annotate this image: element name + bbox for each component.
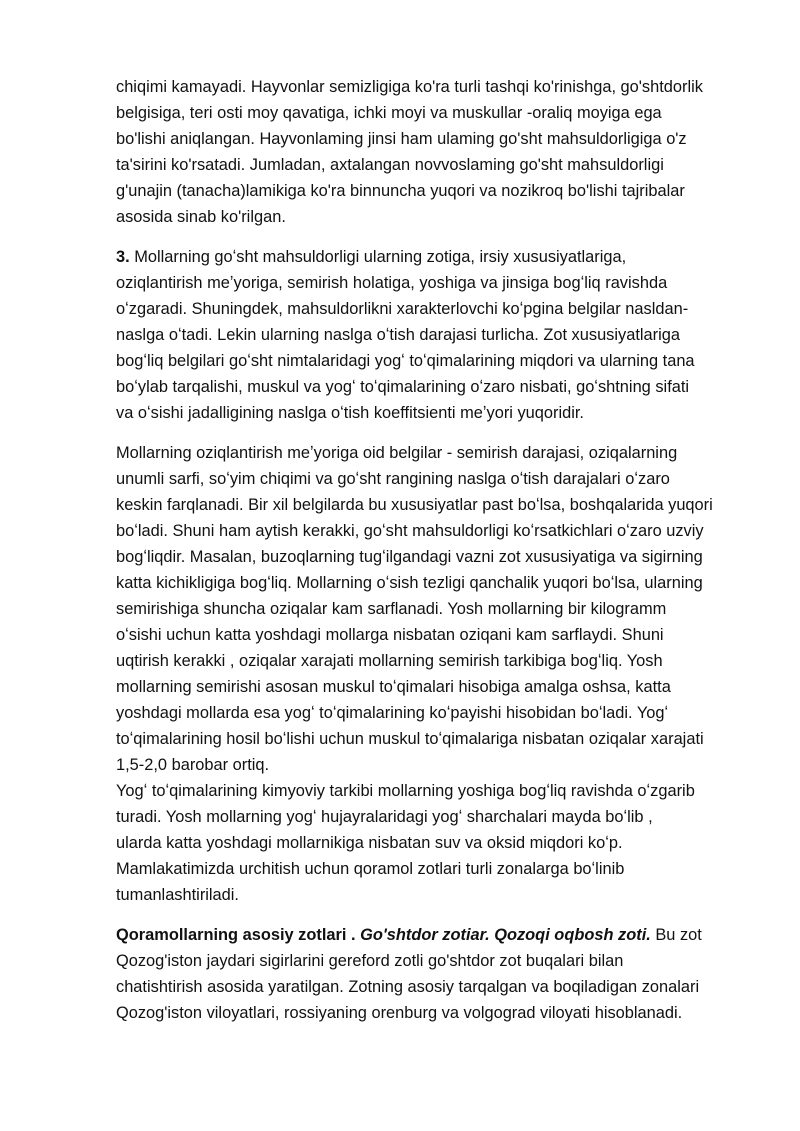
text-line: ta'sirini ko'rsatadi. Jumladan, axtalangan novvoslaming go'sht mahsuldorligi <box>116 156 664 174</box>
text-segment: Bu zot <box>650 926 702 944</box>
text-line <box>116 244 736 270</box>
text-line: asosida sinab ko'rilgan. <box>116 208 286 226</box>
section-heading: Qoramollarning asosiy zotlari . <box>116 926 356 944</box>
text-line: Mamlakatimizda urchitish uchun qoramol zotlari turli zonalarga boʻlinib <box>116 860 625 878</box>
text-line: ularda katta yoshdagi mollarnikiga nisbatan suv va oksid miqdori koʻp. <box>116 834 623 852</box>
section-number: 3. <box>116 248 130 266</box>
text-line: bogʻliqdir. Masalan, buzoqlarning tugʻilgandagi vazni zot xususiyatiga va sigirning <box>116 548 703 566</box>
text-line: semirishiga shuncha oziqalar kam sarflanadi. Yosh mollarning bir kilogramm <box>116 600 667 618</box>
text-line: turadi. Yosh mollarning yogʻ hujayralaridagi yogʻ sharchalari mayda boʻlib , <box>116 808 653 826</box>
text-line: katta kichikligiga bogʻliq. Mollarning oʻsish tezligi qanchalik yuqori boʻlsa, ularning <box>116 574 703 592</box>
breed-heading: Go'shtdor zotiar. Qozoqi oqbosh zoti. <box>355 926 651 944</box>
paragraph-4 <box>116 778 736 908</box>
text-line: g'unajin (tanacha)lamikiga ko'ra binnuncha yuqori va nozikroq bo'lishi tajribalar <box>116 182 685 200</box>
text-line: chiqimi kamayadi. Hayvonlar semizligiga ko'ra turli tashqi ko'rinishga, go'shtdorlik <box>116 78 703 96</box>
text-line: oʻzgaradi. Shuningdek, mahsuldorlikni xarakterlovchi koʻpgina belgilar nasldan- <box>116 300 689 318</box>
text-line: naslga oʻtadi. Lekin ularning naslga oʻtish darajasi turlicha. Zot xususiyatlariga <box>116 326 680 344</box>
text-line: Qozog'iston jaydari sigirlarini gereford zotli go'shtdor zot buqalari bilan <box>116 952 624 970</box>
text-line: Qozog'iston viloyatlari, rossiyaning orenburg va volgograd viloyati hisoblanadi. <box>116 1004 683 1022</box>
text-line: boʻylab tarqalishi, muskul va yogʻ toʻqimalarining oʻzaro nisbati, goʻshtning sifati <box>116 378 690 396</box>
paragraph-3 <box>116 440 736 778</box>
text-line: toʻqimalarining hosil boʻlishi uchun muskul toʻqimalariga nisbatan oziqalar xarajati <box>116 730 704 748</box>
text-line: chatishtirish asosida yaratilgan. Zotning asosiy tarqalgan va boqiladigan zonalari <box>116 978 700 996</box>
text-line: Yogʻ toʻqimalarining kimyoviy tarkibi mollarning yoshiga bogʻliq ravishda oʻzgarib <box>116 782 695 800</box>
text-line: keskin farqlanadi. Bir xil belgilarda bu xususiyatlar past boʻlsa, boshqalarida yuqori <box>116 496 713 514</box>
text-line: oʻsishi uchun katta yoshdagi mollarga nisbatan oziqani kam sarflaydi. Shuni <box>116 626 664 644</box>
paragraph-5 <box>116 922 736 1026</box>
paragraph-1 <box>116 74 736 230</box>
text-line: boʻladi. Shuni ham aytish kerakki, goʻsht mahsuldorligi koʻrsatkichlari oʻzaro uzviy <box>116 522 704 540</box>
text-line: Mollarning oziqlantirish meʼyoriga oid belgilar - semirish darajasi, oziqalarning <box>116 444 678 462</box>
text-line: tumanlashtiriladi. <box>116 886 239 904</box>
document-body <box>116 74 736 1040</box>
text-line: mollarning semirishi asosan muskul toʻqimalari hisobiga amalga oshsa, katta <box>116 678 671 696</box>
paragraph-2 <box>116 244 736 426</box>
text-line: bo'lishi aniqlangan. Hayvonlaming jinsi ham ulaming go'sht mahsuldorligiga o'z <box>116 130 687 148</box>
text-line: belgisiga, teri osti moy qavatiga, ichki moyi va muskullar -oraliq moyiga ega <box>116 104 662 122</box>
text-line: va oʻsishi jadalligining naslga oʻtish koeffitsienti meʼyori yuqoridir. <box>116 404 584 422</box>
text-line: yoshdagi mollarda esa yogʻ toʻqimalarining koʻpayishi hisobidan boʻladi. Yogʻ <box>116 704 669 722</box>
text-segment: Mollarning goʻsht mahsuldorligi ularning zotiga, irsiy xususiyatlariga, <box>129 248 627 266</box>
text-line <box>116 922 736 948</box>
text-line: uqtirish kerakki , oziqalar xarajati mollarning semirish tarkibiga bogʻliq. Yosh <box>116 652 663 670</box>
text-line: bogʻliq belgilari goʻsht nimtalaridagi yogʻ toʻqimalarining miqdori va ularning tana <box>116 352 695 370</box>
text-line: oziqlantirish meʼyoriga, semirish holatiga, yoshiga va jinsiga bogʻliq ravishda <box>116 274 668 292</box>
text-line: unumli sarfi, soʻyim chiqimi va goʻsht rangining naslga oʻtish darajalari oʻzaro <box>116 470 670 488</box>
text-line: 1,5-2,0 barobar ortiq. <box>116 756 270 774</box>
